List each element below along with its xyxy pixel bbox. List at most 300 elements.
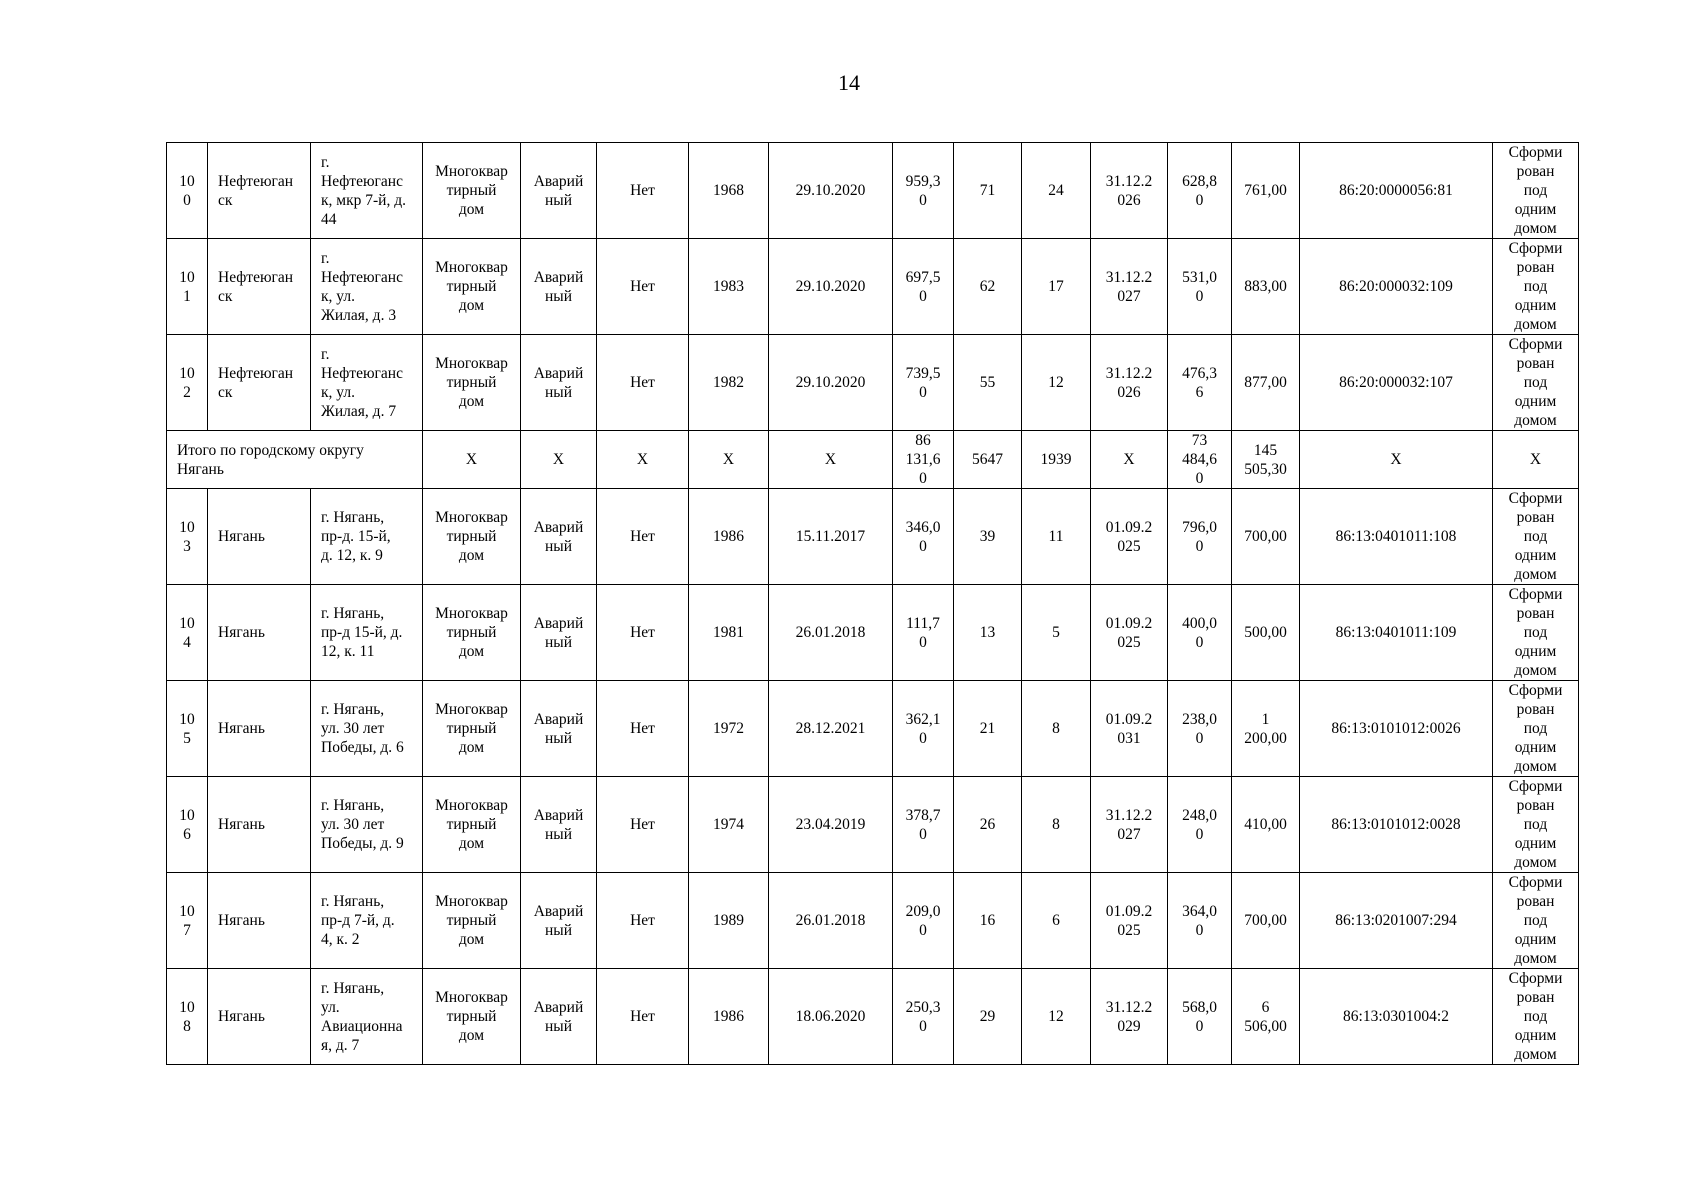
row-area2 — [1168, 777, 1232, 873]
row-note-line: под — [1523, 912, 1548, 929]
row-type — [423, 335, 521, 431]
row-year: 1986 — [689, 969, 769, 1065]
row-type-line: Многоквар — [435, 355, 508, 372]
row-flag: Нет — [597, 143, 689, 239]
row-cadastral: 86:20:0000056:81 — [1300, 143, 1493, 239]
row-city — [208, 873, 311, 969]
row-area2-line: 364,0 — [1182, 902, 1217, 920]
row-year: 1974 — [689, 777, 769, 873]
row-type — [423, 969, 521, 1065]
row-area2 — [1168, 143, 1232, 239]
row-number-line: 10 — [179, 806, 195, 824]
row-note-line: Сформи — [1508, 144, 1563, 161]
row-date: 26.01.2018 — [769, 873, 893, 969]
row-number-line: 10 — [179, 268, 195, 286]
row-note-line: под — [1523, 278, 1548, 295]
row-note-line: Сформи — [1508, 586, 1563, 603]
row-city — [208, 585, 311, 681]
row-deadline — [1091, 239, 1168, 335]
row-city — [208, 335, 311, 431]
row-city-line: ск — [218, 191, 233, 209]
row-number-line: 10 — [179, 614, 195, 632]
row-sum-line: 700,00 — [1244, 912, 1287, 929]
row-count: 12 — [1022, 335, 1091, 431]
row-date: 18.06.2020 — [769, 969, 893, 1065]
row-area-line: 0 — [919, 537, 927, 555]
row-people: 39 — [954, 489, 1022, 585]
row-address-line: г. Нягань, — [321, 797, 385, 814]
row-deadline — [1091, 489, 1168, 585]
row-cadastral: 86:13:0201007:294 — [1300, 873, 1493, 969]
row-area-line: 0 — [919, 287, 927, 305]
row-city — [208, 777, 311, 873]
total-row — [167, 431, 1579, 489]
row-area-line: 0 — [919, 729, 927, 747]
row-year: 1982 — [689, 335, 769, 431]
row-address-line: д. 12, к. 9 — [321, 547, 383, 564]
row-note-line: под — [1523, 816, 1548, 833]
row-number-line: 10 — [179, 710, 195, 728]
rows-block-2 — [167, 489, 1579, 1065]
row-area2-line: 568,0 — [1182, 998, 1217, 1016]
row-deadline-line: 026 — [1117, 383, 1141, 401]
row-type-line: Многоквар — [435, 163, 508, 180]
row-address-line: к, ул. — [321, 287, 355, 305]
table-row — [167, 585, 1579, 681]
row-address — [311, 143, 423, 239]
total-sum — [1232, 431, 1300, 489]
row-city-line: Нефтеюган — [218, 172, 294, 190]
row-people: 26 — [954, 777, 1022, 873]
row-type-line: дом — [458, 201, 485, 218]
row-deadline — [1091, 143, 1168, 239]
row-year: 1989 — [689, 873, 769, 969]
row-area2 — [1168, 335, 1232, 431]
row-address-line: 44 — [321, 210, 337, 228]
row-number-line: 3 — [183, 537, 191, 555]
row-type-line: дом — [458, 393, 485, 410]
row-address-line: пр-д 7-й, д. — [321, 912, 395, 929]
row-status-line: ный — [544, 287, 572, 305]
row-address — [311, 681, 423, 777]
row-note-line: домом — [1514, 950, 1557, 967]
row-cadastral: 86:13:0401011:109 — [1300, 585, 1493, 681]
row-note-line: домом — [1514, 758, 1557, 775]
row-address — [311, 969, 423, 1065]
row-area-line: 0 — [919, 383, 927, 401]
total-year: Х — [689, 431, 769, 489]
row-city-line: Нефтеюган — [218, 268, 294, 286]
row-city-line: Нягань — [218, 528, 265, 545]
row-deadline-line: 026 — [1117, 191, 1141, 209]
row-note — [1493, 681, 1579, 777]
row-type-line: дом — [458, 297, 485, 314]
row-number-line: 10 — [179, 518, 195, 536]
table-row — [167, 239, 1579, 335]
row-note-line: под — [1523, 182, 1548, 199]
row-people: 13 — [954, 585, 1022, 681]
row-deadline-line: 025 — [1117, 537, 1141, 555]
row-area2-line: 796,0 — [1182, 518, 1217, 536]
row-note — [1493, 239, 1579, 335]
row-area — [893, 873, 954, 969]
row-number — [167, 969, 208, 1065]
row-type-line: Многоквар — [435, 893, 508, 910]
row-people: 29 — [954, 969, 1022, 1065]
row-note-line: одним — [1514, 931, 1557, 948]
row-number-line: 5 — [183, 729, 191, 747]
row-number — [167, 489, 208, 585]
row-note-line: домом — [1514, 220, 1557, 237]
row-area2-line: 238,0 — [1182, 710, 1217, 728]
row-sum-line: 500,00 — [1244, 624, 1287, 641]
row-deadline-line: 025 — [1117, 633, 1141, 651]
row-area — [893, 239, 954, 335]
row-note-line: Сформи — [1508, 970, 1563, 987]
row-area — [893, 681, 954, 777]
total-note: Х — [1493, 431, 1579, 489]
row-note-line: рован — [1516, 893, 1555, 910]
row-status — [521, 777, 597, 873]
row-area — [893, 335, 954, 431]
row-area2-line: 476,3 — [1182, 364, 1217, 382]
row-area2-line: 0 — [1195, 633, 1204, 651]
row-type-line: тирный — [446, 528, 497, 545]
row-note-line: одним — [1514, 547, 1557, 564]
row-status — [521, 681, 597, 777]
row-address-line: Нефтеюганс — [321, 364, 403, 382]
row-area2 — [1168, 681, 1232, 777]
row-sum — [1232, 777, 1300, 873]
row-sum-line: 6 — [1261, 998, 1270, 1016]
row-address — [311, 335, 423, 431]
row-deadline-line: 01.09.2 — [1105, 902, 1153, 920]
row-type-line: дом — [458, 1027, 485, 1044]
row-sum — [1232, 143, 1300, 239]
total-block — [167, 431, 1579, 489]
row-area2-line: 0 — [1195, 729, 1204, 747]
row-type-line: дом — [458, 835, 485, 852]
row-type-line: тирный — [446, 720, 497, 737]
row-type-line: тирный — [446, 278, 497, 295]
row-address-line: ул. 30 лет — [321, 720, 385, 737]
row-address — [311, 777, 423, 873]
row-deadline — [1091, 873, 1168, 969]
row-note — [1493, 143, 1579, 239]
row-type-line: дом — [458, 739, 485, 756]
row-date: 29.10.2020 — [769, 143, 893, 239]
row-sum-line: 883,00 — [1244, 278, 1287, 295]
row-count: 6 — [1022, 873, 1091, 969]
row-type-line: дом — [458, 931, 485, 948]
row-status-line: ный — [544, 921, 572, 939]
row-area2 — [1168, 239, 1232, 335]
row-note — [1493, 969, 1579, 1065]
row-area — [893, 143, 954, 239]
row-sum-line: 1 — [1261, 710, 1270, 728]
row-address — [311, 585, 423, 681]
row-type-line: Многоквар — [435, 605, 508, 622]
row-area-line: 209,0 — [905, 902, 941, 920]
row-type-line: тирный — [446, 182, 497, 199]
row-address-line: г. Нягань, — [321, 605, 385, 622]
row-type-line: дом — [458, 643, 485, 660]
row-year: 1983 — [689, 239, 769, 335]
row-address-line: г. Нягань, — [321, 509, 385, 526]
row-note-line: Сформи — [1508, 490, 1563, 507]
row-area2-line: 0 — [1195, 921, 1204, 939]
row-sum — [1232, 873, 1300, 969]
row-year: 1972 — [689, 681, 769, 777]
row-status-line: Аварий — [533, 268, 584, 286]
row-year: 1981 — [689, 585, 769, 681]
row-type-line: Многоквар — [435, 509, 508, 526]
row-city-line: Нягань — [218, 912, 265, 929]
row-flag: Нет — [597, 777, 689, 873]
row-note-line: Сформи — [1508, 874, 1563, 891]
table-row — [167, 681, 1579, 777]
row-status — [521, 239, 597, 335]
row-sum — [1232, 489, 1300, 585]
row-sum-line: 700,00 — [1244, 528, 1287, 545]
row-area — [893, 969, 954, 1065]
row-number — [167, 335, 208, 431]
row-deadline-line: 01.09.2 — [1105, 614, 1153, 632]
row-number-line: 10 — [179, 172, 195, 190]
total-area2-line-3: 0 — [1195, 470, 1204, 487]
row-date: 29.10.2020 — [769, 239, 893, 335]
row-flag: Нет — [597, 489, 689, 585]
row-area2 — [1168, 489, 1232, 585]
total-area — [893, 431, 954, 489]
row-sum-line: 410,00 — [1244, 816, 1287, 833]
row-sum-line: 506,00 — [1244, 1017, 1287, 1035]
row-type — [423, 777, 521, 873]
row-address-line: г. — [321, 345, 330, 363]
row-note-line: домом — [1514, 662, 1557, 679]
row-area-line: 362,1 — [905, 710, 941, 728]
row-status-line: Аварий — [533, 902, 584, 920]
row-people: 55 — [954, 335, 1022, 431]
rows-block-1 — [167, 143, 1579, 431]
total-type: Х — [423, 431, 521, 489]
row-status — [521, 969, 597, 1065]
row-status — [521, 143, 597, 239]
total-date: Х — [769, 431, 893, 489]
row-count: 5 — [1022, 585, 1091, 681]
row-area-line: 0 — [919, 633, 927, 651]
total-count: 1939 — [1022, 431, 1091, 489]
row-area2-line: 0 — [1195, 537, 1204, 555]
row-people: 16 — [954, 873, 1022, 969]
row-number-line: 8 — [183, 1017, 191, 1035]
row-type — [423, 239, 521, 335]
row-address-line: к, мкр 7-й, д. — [321, 191, 406, 209]
row-note-line: Сформи — [1508, 778, 1563, 795]
total-sum-line-2: 505,30 — [1244, 460, 1287, 478]
table-row — [167, 777, 1579, 873]
total-area2-line-1: 73 — [1191, 432, 1208, 449]
row-flag: Нет — [597, 335, 689, 431]
row-address-line: Победы, д. 6 — [321, 739, 404, 756]
row-city-line: Нягань — [218, 624, 265, 641]
row-note-line: под — [1523, 374, 1548, 391]
row-number-line: 1 — [183, 287, 191, 305]
row-sum — [1232, 335, 1300, 431]
row-note-line: одним — [1514, 297, 1557, 314]
row-note-line: рован — [1516, 797, 1555, 814]
row-city-line: ск — [218, 383, 233, 401]
row-city-line: Нягань — [218, 1008, 265, 1025]
row-address-line: г. Нягань, — [321, 979, 385, 997]
row-address-line: г. — [321, 249, 330, 267]
row-note-line: рован — [1516, 989, 1555, 1006]
row-note-line: домом — [1514, 566, 1557, 583]
row-area2-line: 0 — [1195, 287, 1204, 305]
row-address-line: г. Нягань, — [321, 893, 385, 910]
total-area2-line-2: 484,6 — [1182, 451, 1217, 468]
row-address-line: Нефтеюганс — [321, 172, 403, 190]
row-address-line: к, ул. — [321, 383, 355, 401]
row-area-line: 111,7 — [906, 614, 940, 632]
row-address-line: ул. 30 лет — [321, 816, 385, 833]
row-deadline-line: 027 — [1117, 287, 1141, 305]
row-year: 1986 — [689, 489, 769, 585]
row-note-line: домом — [1514, 1046, 1557, 1063]
row-cadastral: 86:20:000032:109 — [1300, 239, 1493, 335]
row-address-line: пр-д. 15-й, — [321, 528, 391, 545]
row-deadline-line: 31.12.2 — [1105, 172, 1153, 190]
row-number-line: 10 — [179, 364, 195, 382]
row-address-line: Победы, д. 9 — [321, 835, 404, 852]
row-note-line: рован — [1516, 355, 1555, 372]
row-note — [1493, 585, 1579, 681]
row-number-line: 0 — [183, 191, 191, 209]
row-area-line: 0 — [919, 921, 927, 939]
row-city-line: Нягань — [218, 720, 265, 737]
row-year: 1968 — [689, 143, 769, 239]
row-area2-line: 0 — [1195, 191, 1204, 209]
row-deadline-line: 31.12.2 — [1105, 806, 1153, 824]
row-area-line: 0 — [919, 825, 927, 843]
row-address-line: ул. — [321, 998, 340, 1016]
table-row — [167, 489, 1579, 585]
row-note-line: домом — [1514, 316, 1557, 333]
row-status — [521, 489, 597, 585]
row-count: 17 — [1022, 239, 1091, 335]
row-count: 11 — [1022, 489, 1091, 585]
row-type-line: тирный — [446, 1008, 497, 1025]
row-address-line: Жилая, д. 7 — [321, 402, 397, 420]
total-deadline: Х — [1091, 431, 1168, 489]
row-note-line: под — [1523, 720, 1548, 737]
total-sum-line-1: 145 — [1253, 441, 1278, 459]
row-number-line: 4 — [183, 633, 191, 651]
row-count: 8 — [1022, 681, 1091, 777]
row-status-line: Аварий — [533, 172, 584, 190]
row-city — [208, 143, 311, 239]
total-area2 — [1168, 431, 1232, 489]
row-area-line: 378,7 — [905, 806, 941, 824]
row-note — [1493, 489, 1579, 585]
row-note-line: одним — [1514, 393, 1557, 410]
row-area — [893, 777, 954, 873]
row-cadastral: 86:13:0101012:0028 — [1300, 777, 1493, 873]
row-type-line: Многоквар — [435, 989, 508, 1006]
row-number-line: 10 — [179, 998, 195, 1016]
row-cadastral: 86:20:000032:107 — [1300, 335, 1493, 431]
row-city-line: ск — [218, 287, 233, 305]
row-flag: Нет — [597, 969, 689, 1065]
row-type — [423, 873, 521, 969]
row-status-line: Аварий — [533, 806, 584, 824]
row-note-line: Сформи — [1508, 336, 1563, 353]
total-label — [167, 431, 423, 489]
row-flag: Нет — [597, 239, 689, 335]
row-status-line: Аварий — [533, 518, 584, 536]
row-status-line: ный — [544, 191, 572, 209]
row-note-line: рован — [1516, 509, 1555, 526]
row-city — [208, 969, 311, 1065]
row-city-line: Нефтеюган — [218, 364, 294, 382]
row-type — [423, 585, 521, 681]
row-area2-line: 531,0 — [1182, 268, 1217, 286]
row-type-line: дом — [458, 547, 485, 564]
row-deadline — [1091, 969, 1168, 1065]
row-note — [1493, 873, 1579, 969]
row-number — [167, 143, 208, 239]
row-area-line: 697,5 — [905, 268, 941, 286]
row-deadline — [1091, 335, 1168, 431]
row-address-line: Нефтеюганс — [321, 268, 403, 286]
row-note-line: одним — [1514, 835, 1557, 852]
row-number-line: 7 — [183, 921, 191, 939]
row-deadline-line: 027 — [1117, 825, 1141, 843]
row-area2 — [1168, 585, 1232, 681]
row-city — [208, 489, 311, 585]
row-date: 29.10.2020 — [769, 335, 893, 431]
row-sum — [1232, 681, 1300, 777]
row-type — [423, 489, 521, 585]
row-sum-line: 200,00 — [1244, 729, 1287, 747]
row-date: 23.04.2019 — [769, 777, 893, 873]
row-area2-line: 0 — [1195, 825, 1204, 843]
row-type-line: тирный — [446, 816, 497, 833]
row-note-line: домом — [1514, 412, 1557, 429]
row-area2-line: 0 — [1195, 1017, 1204, 1035]
row-type-line: тирный — [446, 374, 497, 391]
row-type-line: Многоквар — [435, 797, 508, 814]
row-note-line: рован — [1516, 163, 1555, 180]
row-address-line: 4, к. 2 — [321, 931, 360, 948]
row-status-line: ный — [544, 1017, 572, 1035]
row-status-line: Аварий — [533, 998, 584, 1016]
row-area-line: 0 — [919, 1017, 927, 1035]
row-address-line: г. Нягань, — [321, 701, 385, 718]
row-sum-line: 877,00 — [1244, 374, 1287, 391]
total-label-line-2: Нягань — [177, 460, 224, 478]
total-label-line-1: Итого по городскому округу — [177, 441, 364, 459]
row-area-line: 346,0 — [905, 518, 941, 536]
total-flag: Х — [597, 431, 689, 489]
row-deadline-line: 029 — [1117, 1017, 1141, 1035]
row-area — [893, 585, 954, 681]
row-count: 12 — [1022, 969, 1091, 1065]
row-note-line: рован — [1516, 605, 1555, 622]
row-address-line: Авиационна — [321, 1017, 403, 1035]
row-people: 71 — [954, 143, 1022, 239]
row-status — [521, 585, 597, 681]
